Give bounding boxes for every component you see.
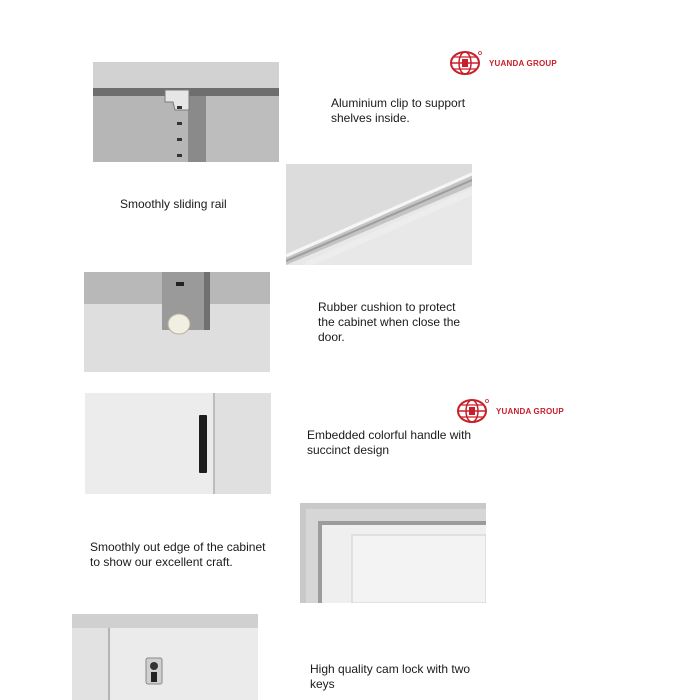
sliding-rail-photo — [286, 164, 472, 265]
feature-caption: Embedded colorful handle with succinct design — [307, 428, 472, 457]
aluminium-clip-photo — [93, 62, 279, 162]
feature-caption: Rubber cushion to protect the cabinet when close the door. — [318, 300, 461, 344]
globe-logo-icon — [449, 50, 483, 76]
feature-caption: Smoothly out edge of the cabinet to show our excellent craft. — [90, 540, 266, 569]
cam-lock-photo — [72, 614, 258, 700]
logo-text: YUANDA GROUP — [496, 406, 564, 416]
feature-caption: Aluminium clip to support shelves inside. — [331, 96, 466, 125]
feature-caption: Smoothly sliding rail — [120, 197, 227, 211]
feature-caption: High quality cam lock with two keys — [310, 662, 471, 691]
globe-logo-icon — [456, 398, 490, 424]
rubber-cushion-photo — [84, 272, 270, 372]
embedded-handle-photo — [85, 393, 271, 494]
cabinet-edge-photo — [300, 503, 486, 603]
logo-text: YUANDA GROUP — [489, 58, 557, 68]
brand-logo — [456, 398, 564, 424]
brand-logo — [449, 50, 557, 76]
